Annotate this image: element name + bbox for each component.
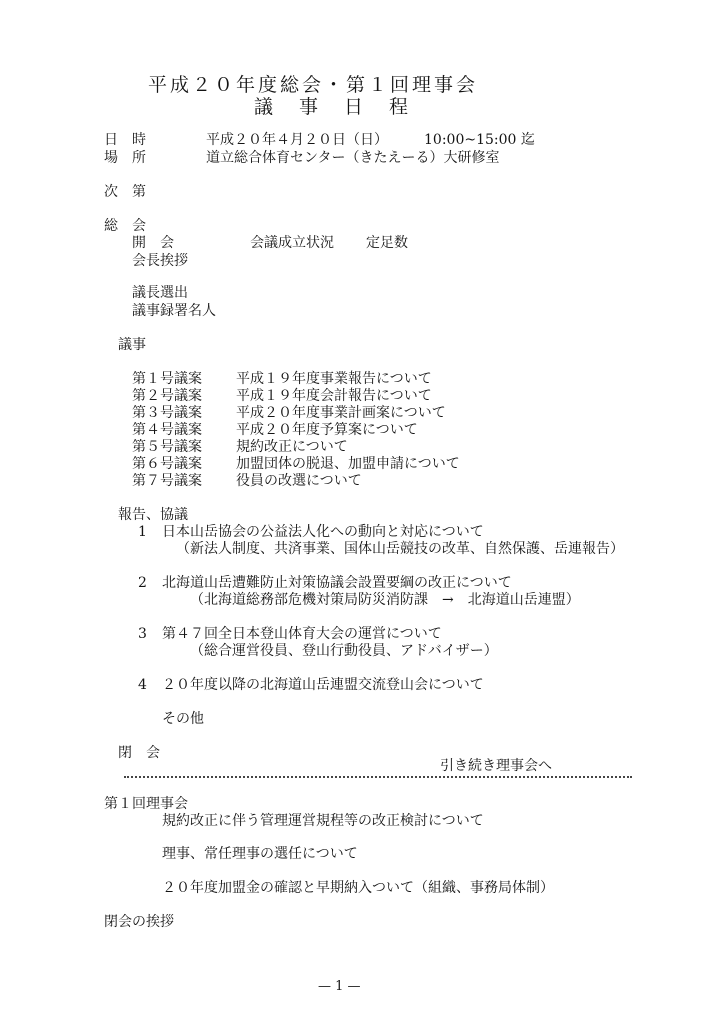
other-item: その他 <box>162 711 204 727</box>
opening-label: 開 会 <box>132 235 174 251</box>
board-meeting-heading: 第１回理事会 <box>104 796 188 812</box>
board-item: 理事、常任理事の選任について <box>162 846 358 862</box>
date-value: 平成２０年４月２０日（日） <box>206 132 388 148</box>
board-item: ２０年度加盟金の確認と早期納入ついて（組織、事務局体制） <box>162 880 554 896</box>
agenda-item-title: 平成１９年度事業報告について <box>236 371 432 387</box>
president-greeting: 会長挨拶 <box>132 253 188 269</box>
agenda-item-title: 平成２０年度事業計画案について <box>236 405 446 421</box>
page-subtitle: 議事日程 <box>254 96 435 118</box>
agenda-item-title: 平成２０年度予算案について <box>236 422 418 438</box>
report-number: 4 <box>138 677 147 693</box>
agenda-item-number: 第３号議案 <box>132 405 202 421</box>
closing-greeting: 閉会の挨拶 <box>104 914 174 930</box>
agenda-item-number: 第１号議案 <box>132 371 202 387</box>
section-divider <box>124 776 632 778</box>
agenda-item-number: 第２号議案 <box>132 388 202 404</box>
page-number: — 1 — <box>318 979 361 994</box>
agenda-item-title: 規約改正について <box>236 439 348 455</box>
continue-note: 引き続き理事会へ <box>440 758 552 774</box>
report-text: 日本山岳協会の公益法人化への動向と対応について <box>162 524 484 540</box>
closing-label: 閉 会 <box>118 745 160 761</box>
agenda-item-title: 加盟団体の脱退、加盟申請について <box>236 456 460 472</box>
chair-election: 議長選出 <box>132 285 188 301</box>
report-detail: （総合運営役員、登山行動役員、アドバイザー） <box>190 643 498 659</box>
reports-heading: 報告、協議 <box>118 507 188 523</box>
agenda-item-number: 第７号議案 <box>132 473 202 489</box>
report-text: 北海道山岳遭難防止対策協議会設置要綱の改正について <box>162 575 512 591</box>
report-text: ２０年度以降の北海道山岳連盟交流登山会について <box>162 677 484 693</box>
agenda-heading: 議事 <box>118 337 146 353</box>
report-number: 3 <box>138 626 147 642</box>
agenda-item-number: 第６号議案 <box>132 456 202 472</box>
quorum-count: 定足数 <box>366 235 408 251</box>
place-label: 場 所 <box>104 150 146 166</box>
report-detail: （新法人制度、共済事業、国体山岳競技の改革、自然保護、岳連報告） <box>176 541 624 557</box>
time-value: 10:00~15:00 迄 <box>424 132 535 148</box>
report-detail: （北海道総務部危機対策局防災消防課 → 北海道山岳連盟） <box>190 592 580 608</box>
date-label: 日 時 <box>104 132 146 148</box>
quorum-status: 会議成立状況 <box>250 235 334 251</box>
report-text: 第４７回全日本登山体育大会の運営について <box>162 626 442 642</box>
order-label: 次 第 <box>104 184 146 200</box>
general-meeting-heading: 総 会 <box>104 218 146 234</box>
page-title: 平成２０年度総会・第１回理事会 <box>148 74 479 96</box>
board-item: 規約改正に伴う管理運営規程等の改正検討について <box>162 813 484 829</box>
agenda-item-number: 第５号議案 <box>132 439 202 455</box>
agenda-item-number: 第４号議案 <box>132 422 202 438</box>
place-value: 道立総合体育センター（きたえーる）大研修室 <box>206 150 500 166</box>
report-number: 2 <box>138 575 147 591</box>
minutes-signer: 議事録署名人 <box>132 303 216 319</box>
agenda-item-title: 役員の改選について <box>236 473 362 489</box>
report-number: 1 <box>138 524 147 540</box>
agenda-item-title: 平成１９年度会計報告について <box>236 388 432 404</box>
